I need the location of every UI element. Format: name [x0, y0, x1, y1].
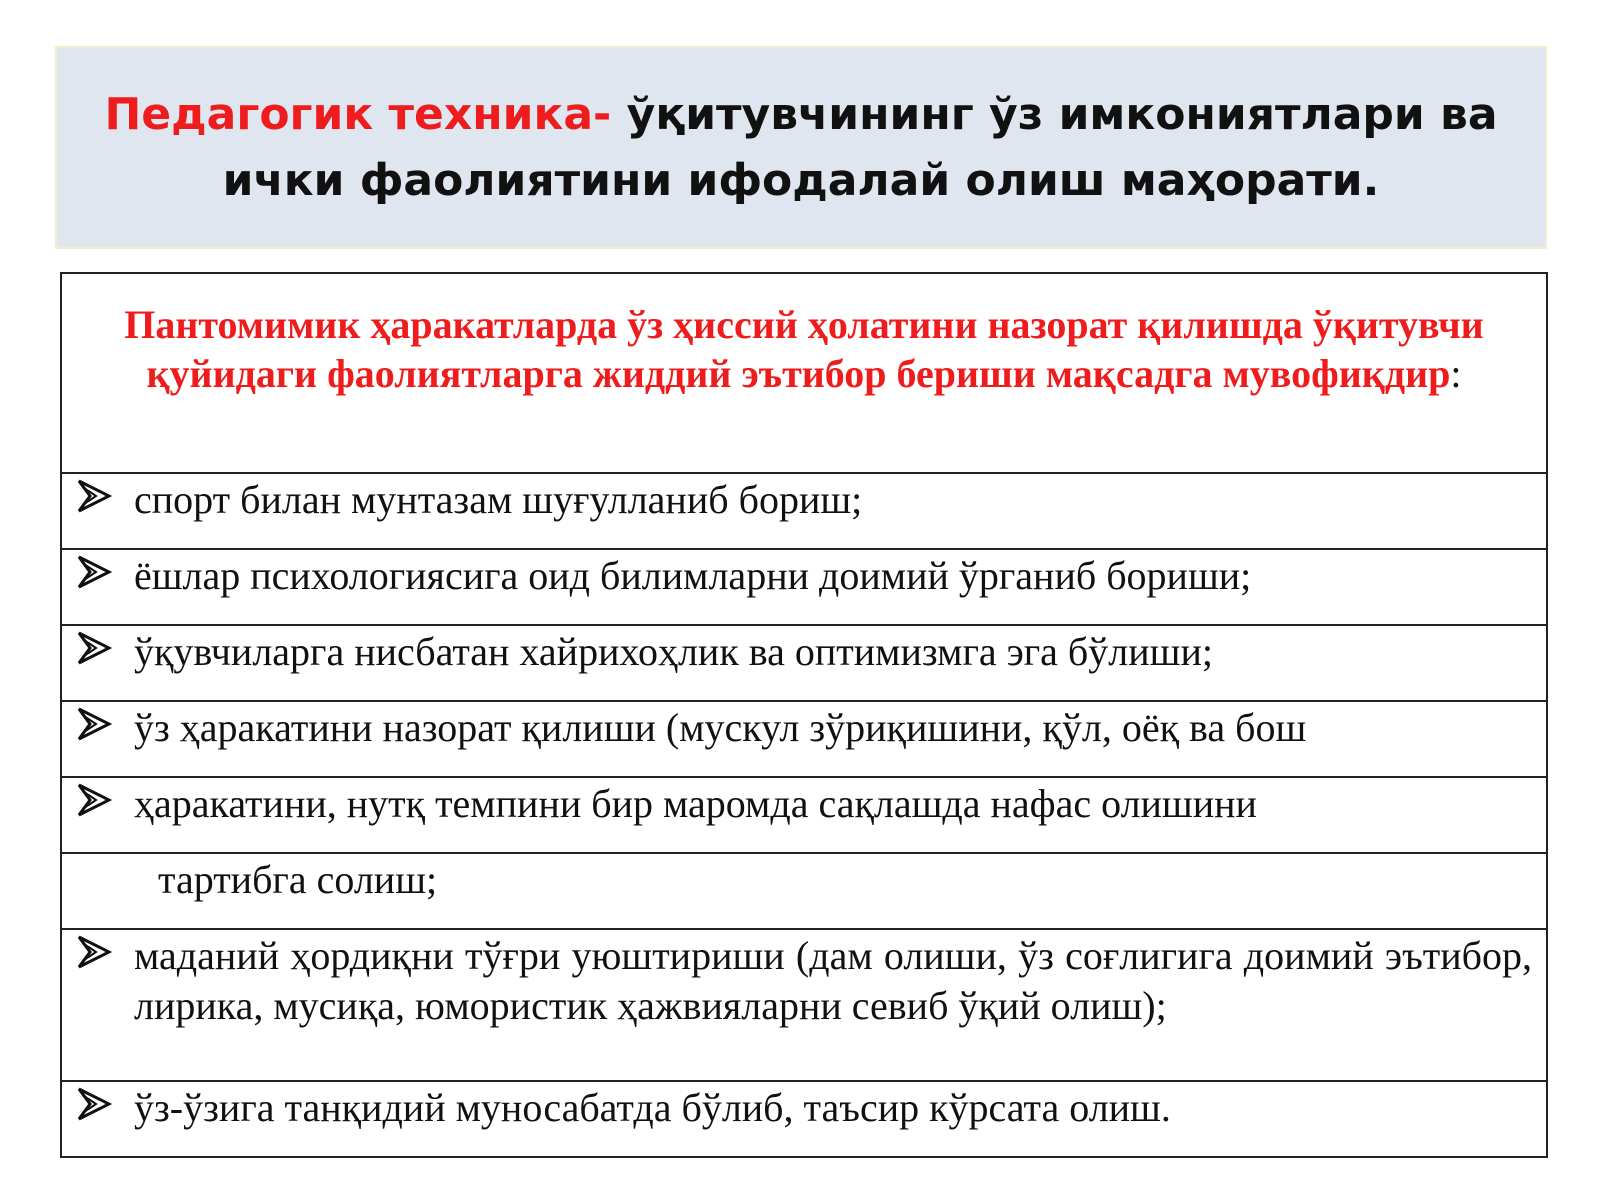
list-item [61, 929, 1547, 1081]
list-item-text: ўз ҳаракатини назорат қилиши (мускул зўриқишини, қўл, оёқ ва бош [134, 705, 1307, 750]
table-row [61, 777, 1547, 853]
list-item-text: ўқувчиларга нисбатан хайрихоҳлик ва оптимизмга эга бўлиши; [134, 629, 1213, 674]
list-item [61, 473, 1547, 549]
list-item [61, 1081, 1547, 1157]
list-item-text: ўз-ўзига танқидий муносабатда бўлиб, таъсир кўрсата олиш. [134, 1085, 1171, 1130]
arrowhead-bullet-icon [76, 628, 112, 668]
list-item [61, 777, 1547, 853]
list-item-text: маданий ҳордиқни тўғри уюштириши (дам олиши, ўз соғлигига доимий эътибор, лирика, мусиқа, юмористик ҳажвияларни севиб ўқий олиш); [134, 933, 1532, 1028]
arrowhead-bullet-icon [76, 1084, 112, 1124]
table-row [61, 929, 1547, 1081]
list-item [61, 625, 1547, 701]
title-term: Педагогик техника- [104, 88, 612, 140]
title-box [57, 48, 1545, 247]
table-row [61, 549, 1547, 625]
slide-title [97, 82, 1505, 214]
list-item [61, 549, 1547, 625]
list-item [61, 701, 1547, 777]
table-row [61, 473, 1547, 549]
arrowhead-bullet-icon [76, 552, 112, 592]
table-row [61, 853, 1547, 929]
table-row [61, 1081, 1547, 1157]
table-row [61, 701, 1547, 777]
arrowhead-bullet-icon [76, 932, 112, 972]
list-item-continuation [61, 853, 1547, 929]
list-item-text: тартибга солиш; [158, 857, 438, 902]
title-definition: ўқитувчининг ўз имкониятлари ва ички фаолиятини ифодалай олиш маҳорати. [222, 88, 1498, 206]
table-header-text: Пантомимик ҳаракатларда ўз ҳиссий ҳолатини назорат қилишда ўқитувчи қуйидаги фаолиятларга жиддий эътибор бериши мақсадга мувофиқдир [124, 302, 1484, 396]
arrowhead-bullet-icon [76, 476, 112, 516]
table-header-colon: : [1450, 351, 1462, 396]
arrowhead-bullet-icon [76, 704, 112, 744]
table-header-cell [61, 273, 1547, 473]
list-item-text: ёшлар психологиясига оид билимларни доимий ўрганиб бориши; [134, 553, 1252, 598]
list-item-text: спорт билан мунтазам шуғулланиб бориш; [134, 477, 863, 522]
list-item-text: ҳаракатини, нутқ темпини бир маромда сақлашда нафас олишини [134, 781, 1257, 826]
arrowhead-bullet-icon [76, 780, 112, 820]
table-header-row [61, 273, 1547, 473]
content-table [60, 272, 1548, 1158]
table-row [61, 625, 1547, 701]
